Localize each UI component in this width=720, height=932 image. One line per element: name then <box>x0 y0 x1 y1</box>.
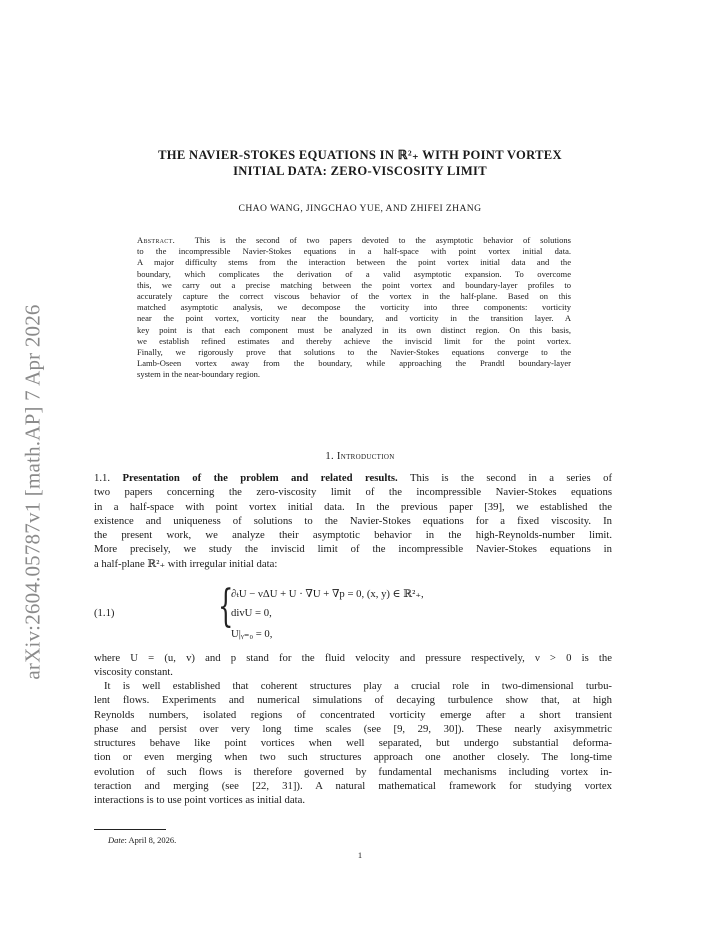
abstract-line: this, we carry out a precise matching between the point vortex and boundary-layer profiles to <box>137 279 571 290</box>
intro-paragraph-3 <box>94 679 612 808</box>
section-heading <box>0 451 720 462</box>
abstract-line: Lamb-Oseen vortex away from the boundary, while approaching the Prandtl boundary-layer <box>137 358 571 369</box>
title-line-1: THE NAVIER-STOKES EQUATIONS IN ℝ²₊ WITH POINT VORTEX <box>158 148 562 162</box>
body-line: Reynolds numbers, isolated regions of concentrated vorticity emerge after a short transient <box>94 708 612 721</box>
abstract-line: A major difficulty stems from the interaction between the point vortex initial data and the <box>137 257 571 268</box>
abstract-line: key point is that each component must be analyzed in its own distinct region. On this basis, <box>137 324 571 335</box>
equation-line-3: U|ᵧ₌₀ = 0, <box>231 628 273 640</box>
footnote <box>108 835 176 845</box>
abstract-line: system in the near-boundary region. <box>137 369 261 380</box>
abstract-line: matched asymptotic analysis, we decompose the vorticity into three components: vorticity <box>137 302 571 313</box>
body-line: a half-plane ℝ²₊ with irregular initial data: <box>94 557 278 570</box>
footnote-label: Date <box>108 835 125 845</box>
body-line: 1.1. Presentation of the problem and related results. This is the second in a series of <box>94 472 613 484</box>
body-line: where U = (u, v) and p stand for the fluid velocity and pressure respectively, ν > 0 is the <box>94 652 612 664</box>
body-line: structures behave like point vortices when well separated, but undergo substantial deforma- <box>94 737 612 750</box>
abstract-line: accurately capture the correct viscous behavior of the vortex in the half-plane. Based on this <box>137 290 571 301</box>
equation-line-1: ∂ₜU − νΔU + U · ∇U + ∇p = 0, (x, y) ∈ ℝ²₊, <box>231 588 424 600</box>
body-line: existence and uniqueness of solutions to the Navier-Stokes equations for a fixed viscosity. In <box>94 514 612 527</box>
body-line: It is well established that coherent structures play a crucial role in two-dimensional turbu- <box>104 680 612 692</box>
intro-paragraph-1 <box>94 471 612 571</box>
body-line: More precisely, we study the inviscid limit of the incompressible Navier-Stokes equations in <box>94 543 612 556</box>
body-line: two papers concerning the zero-viscosity limit of the incompressible Navier-Stokes equations <box>94 486 612 499</box>
footnote-text: : April 8, 2026. <box>124 835 177 845</box>
abstract <box>137 235 571 380</box>
body-line: the present work, we analyze their asymptotic behavior in the high-Reynolds-number limit. <box>94 529 612 542</box>
abstract-line: Finally, we rigorously prove that solutions to the Navier-Stokes equations converge to the <box>137 346 571 357</box>
body-line: phase and persist over very long time scales (see [9, 29, 30]). These nearly axisymmetric <box>94 722 612 735</box>
body-line: lent flows. Experiments and numerical simulations of decaying turbulence show that, at high <box>94 694 612 707</box>
body-line: teraction and merging (see [22, 31]). A natural mathematical framework for studying vortex <box>94 780 612 793</box>
arxiv-identifier-text: arXiv:2604.05787v1 [math.AP] 7 Apr 2026 <box>20 304 45 680</box>
equation-label: (1.1) <box>94 607 115 619</box>
title-line-2: INITIAL DATA: ZERO-VISCOSITY LIMIT <box>233 164 487 178</box>
body-line: viscosity constant. <box>94 666 173 679</box>
abstract-line: we establish refined estimates and thereby achieve the inviscid limit for the point vortex. <box>137 335 571 346</box>
equation-line-2: divU = 0, <box>231 607 272 619</box>
abstract-line: Abstract. This is the second of two papers devoted to the asymptotic behavior of solutions <box>137 235 571 245</box>
section-number: 1. <box>325 451 334 462</box>
abstract-line: boundary, which complicates the derivation of a valid asymptotic expansion. To overcome <box>137 268 571 279</box>
body-line: tion or even merging when two such structures approach one another closely. The long-time <box>94 751 612 764</box>
subsection-number: 1.1. <box>94 472 111 484</box>
equation-brace: { <box>218 581 234 632</box>
page-number: 1 <box>357 850 363 860</box>
paper-title <box>0 147 720 179</box>
abstract-line: near the point vortex, vorticity near the boundary, and vorticity in the transition layer. A <box>137 313 571 324</box>
footnote-rule <box>94 829 166 830</box>
author-list: CHAO WANG, JINGCHAO YUE, AND ZHIFEI ZHANG <box>238 203 482 214</box>
body-line: in a half-space with point vortex initial data. In the previous paper [39], we established the <box>94 500 612 513</box>
body-line: evolution of such flows is therefore governed by fundamental mechanisms including vortex in- <box>94 765 612 778</box>
abstract-line: to the incompressible Navier-Stokes equations in a half-space with point vortex initial data. <box>137 246 571 257</box>
body-line: interactions is to use point vortices as initial data. <box>94 794 306 807</box>
subsection-title: Presentation of the problem and related results. <box>122 472 398 484</box>
section-title: Introduction <box>336 451 395 462</box>
intro-paragraph-2 <box>94 651 612 680</box>
abstract-label: Abstract. <box>137 235 176 245</box>
